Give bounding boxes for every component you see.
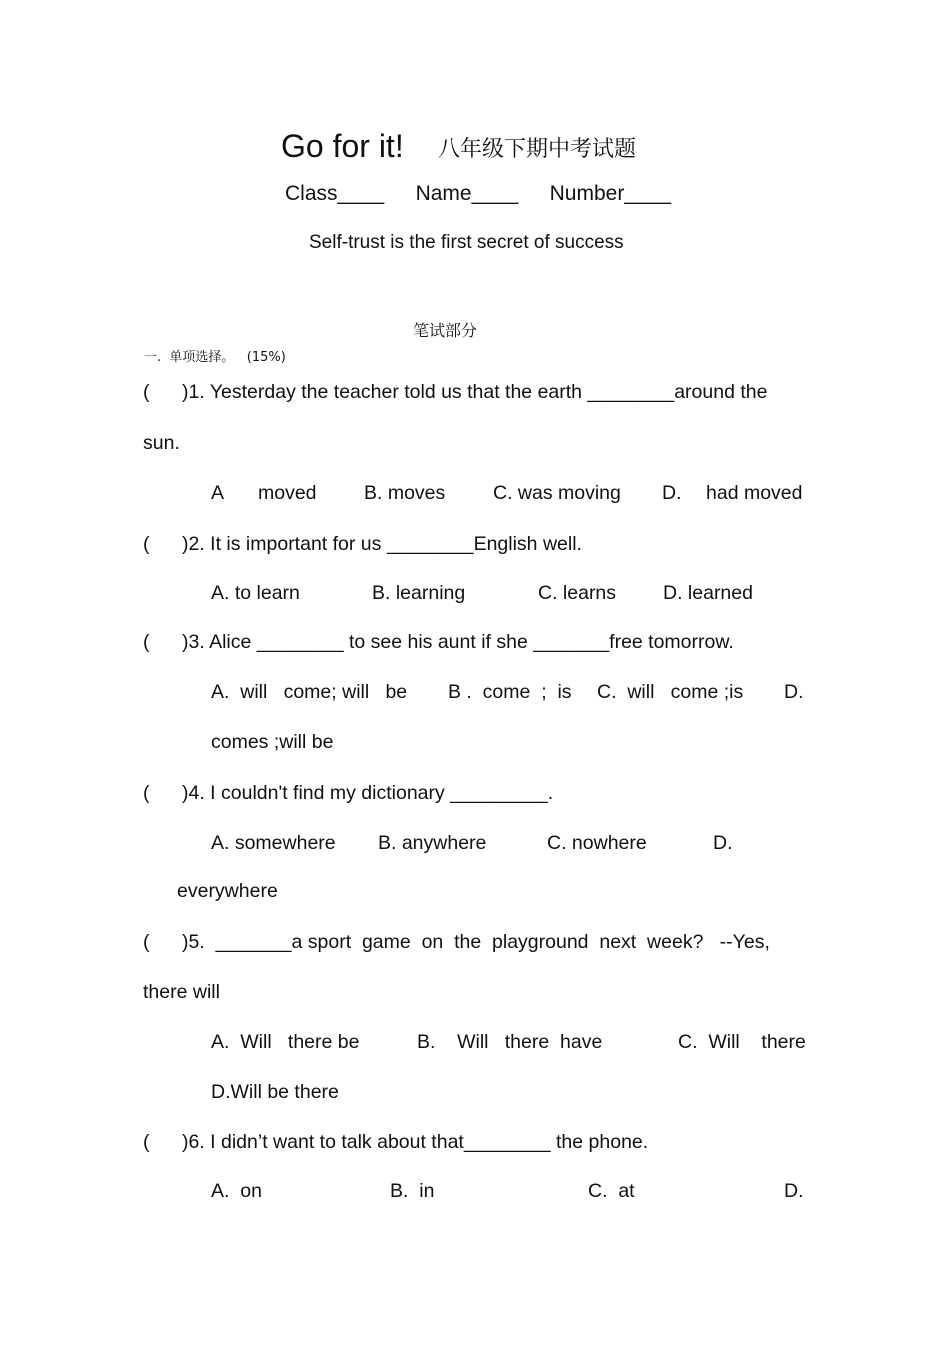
q3-option-a: A. will come; will be — [211, 681, 408, 703]
q2-option-b: B. learning — [372, 582, 466, 604]
q1-option-d-text: had moved — [706, 482, 803, 504]
q5-option-b: B. Will there have — [417, 1031, 603, 1053]
q6-option-a: A. on — [211, 1180, 262, 1202]
question-3-line: ( )3. Alice ________ to see his aunt if she _______free tomorrow. — [143, 631, 734, 653]
question-1-continuation: sun. — [143, 432, 180, 454]
q1-option-a-text: moved — [258, 482, 317, 504]
q1-option-d-letter: D. — [662, 482, 682, 504]
q5-option-c: C. Will there — [678, 1031, 806, 1053]
q1-option-c: C. was moving — [493, 482, 621, 504]
q1-option-a-letter: A — [211, 482, 225, 504]
section-title: 笔试部分 — [413, 321, 478, 340]
title-english: Go for it! — [281, 128, 404, 164]
question-1-line: ( )1. Yesterday the teacher told us that the earth ________around the — [143, 381, 768, 403]
title-chinese: 八年级下期中考试题 — [438, 137, 637, 162]
q6-option-c: C. at — [588, 1180, 635, 1202]
q4-option-b: B. anywhere — [378, 832, 487, 854]
q3-option-d: D. — [784, 681, 804, 703]
question-5-line: ( )5. _______a sport game on the playground next week? --Yes, — [143, 931, 770, 953]
question-2-line: ( )2. It is important for us ________English well. — [143, 533, 582, 555]
q1-option-b: B. moves — [364, 482, 446, 504]
q2-option-a: A. to learn — [211, 582, 300, 604]
q4-option-d-text: everywhere — [177, 880, 278, 902]
q3-option-b: B . come ; is — [448, 681, 572, 703]
q2-option-d: D. learned — [663, 582, 753, 604]
q4-option-d: D. — [713, 832, 733, 854]
q2-option-c: C. learns — [538, 582, 617, 604]
q5-option-a: A. Will there be — [211, 1031, 360, 1053]
q5-option-d: D.Will be there — [211, 1081, 339, 1103]
motto: Self-trust is the first secret of success — [309, 232, 624, 253]
q6-option-d: D. — [784, 1180, 804, 1202]
q3-option-c: C. will come ;is — [597, 681, 744, 703]
part-heading: 一. 单项选择。 (15%) — [144, 350, 286, 365]
student-info-line: Class____ Name____ Number____ — [285, 182, 672, 205]
q3-option-d-text: comes ;will be — [211, 731, 334, 753]
question-4-line: ( )4. I couldn't find my dictionary _________. — [143, 782, 554, 804]
q4-option-c: C. nowhere — [547, 832, 647, 854]
question-5-continuation: there will — [143, 981, 220, 1003]
q6-option-b: B. in — [390, 1180, 435, 1202]
question-6-line: ( )6. I didn’t want to talk about that________ the phone. — [143, 1131, 649, 1153]
q4-option-a: A. somewhere — [211, 832, 336, 854]
